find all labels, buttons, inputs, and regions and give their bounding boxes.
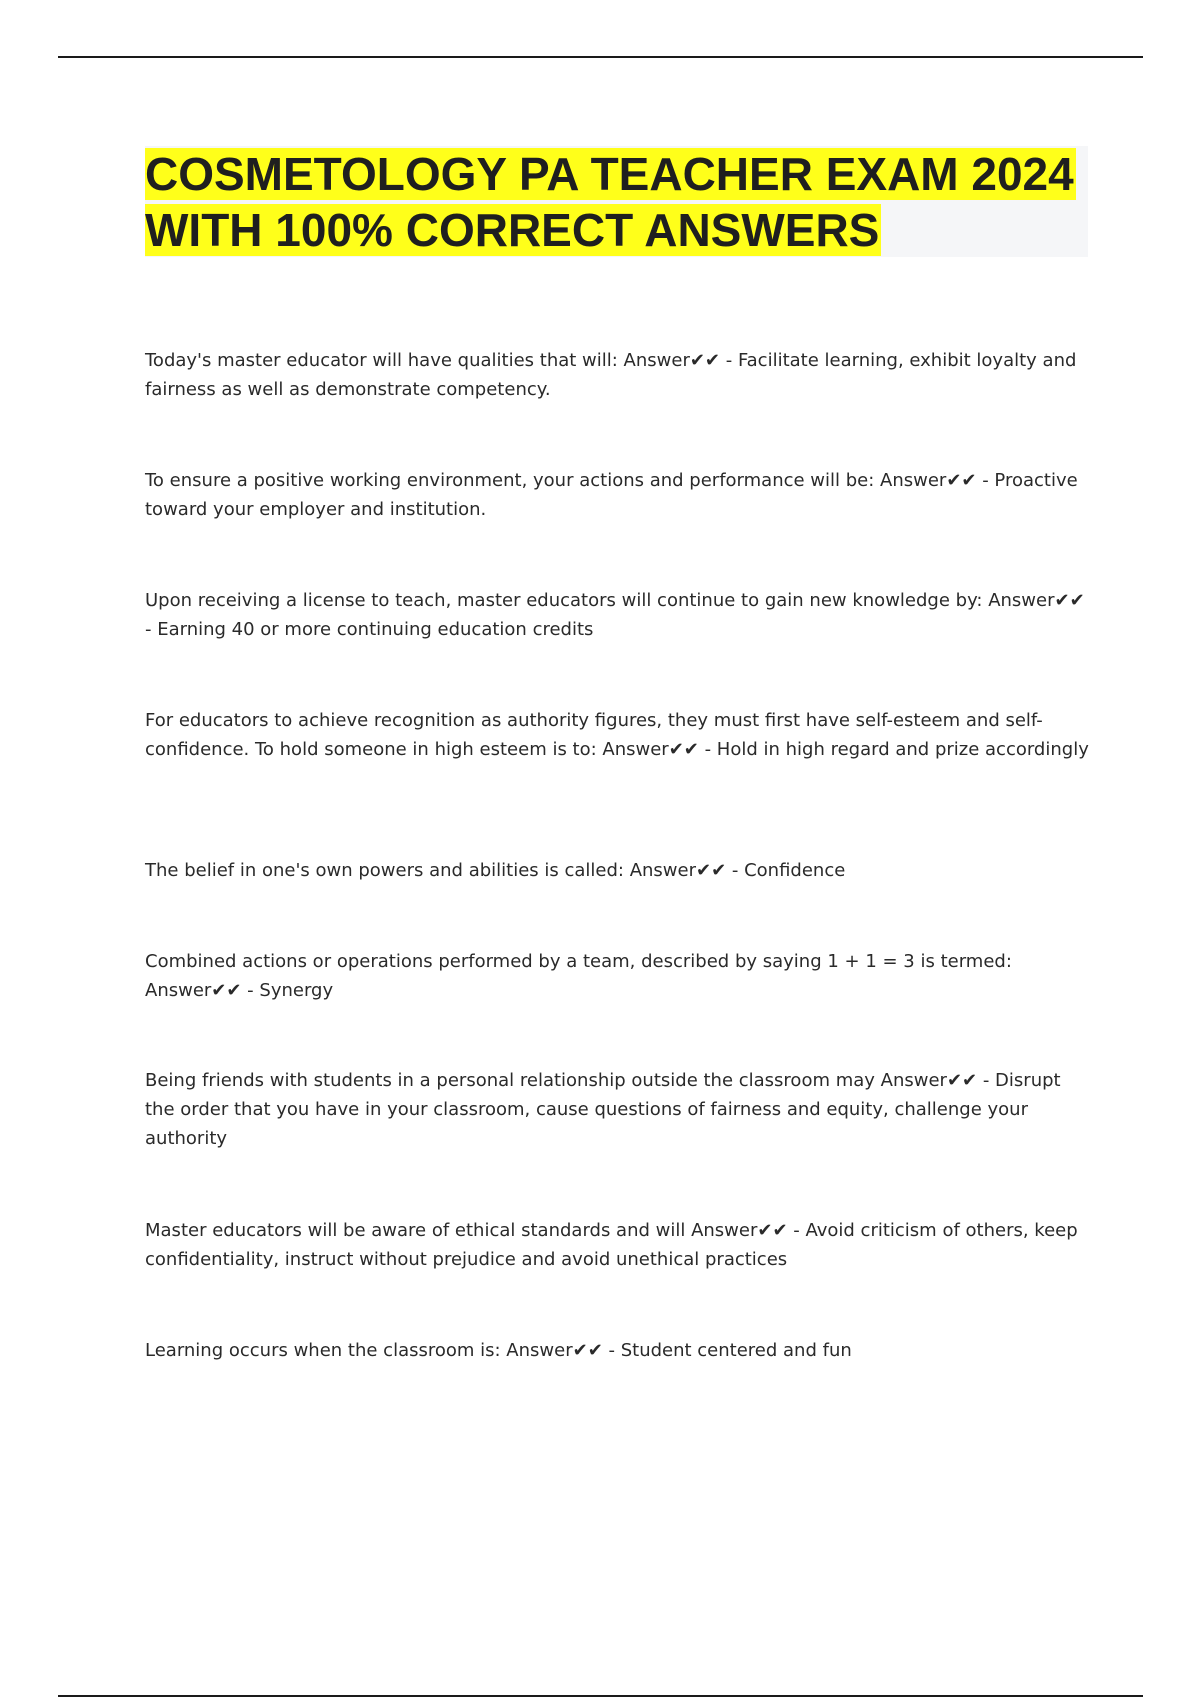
question-answer-1: Today's master educator will have qualities that will: Answer✔✔ - Facilitate learning, exhibit loyalty and fairness as well as demonstrate competency. xyxy=(145,350,1077,400)
question-answer-3: Upon receiving a license to teach, master educators will continue to gain new knowledge by: Answer✔✔ - Earning 40 or more continuing education credits xyxy=(145,590,1085,640)
question-answer-6: Combined actions or operations performed by a team, described by saying 1 + 1 = 3 is termed: Answer✔✔ - Synergy xyxy=(145,951,1012,1001)
question-answer-9: Learning occurs when the classroom is: Answer✔✔ - Student centered and fun xyxy=(145,1340,852,1361)
document-title xyxy=(145,146,1105,258)
question-answer-7: Being friends with students in a personal relationship outside the classroom may Answer✔✔ - Disrupt the order that you have in your classroom, cause questions of fairness and equity, challenge your authority xyxy=(145,1070,1061,1149)
question-answer-5: The belief in one's own powers and abilities is called: Answer✔✔ - Confidence xyxy=(145,860,846,881)
title-highlight: COSMETOLOGY PA TEACHER EXAM 2024 WITH 100% CORRECT ANSWERS xyxy=(145,148,1074,256)
question-answer-2: To ensure a positive working environment, your actions and performance will be: Answer✔✔ - Proactive toward your employer and institution. xyxy=(145,470,1078,520)
footer-rule xyxy=(58,1695,1143,1697)
header-rule xyxy=(58,56,1143,58)
question-answer-4: For educators to achieve recognition as authority figures, they must first have self-esteem and self-confidence. To hold someone in high esteem is to: Answer✔✔ - Hold in high regard and prize accordingly xyxy=(145,710,1089,760)
question-answer-8: Master educators will be aware of ethical standards and will Answer✔✔ - Avoid criticism of others, keep confidentiality, instruct without prejudice and avoid unethical practices xyxy=(145,1220,1078,1270)
